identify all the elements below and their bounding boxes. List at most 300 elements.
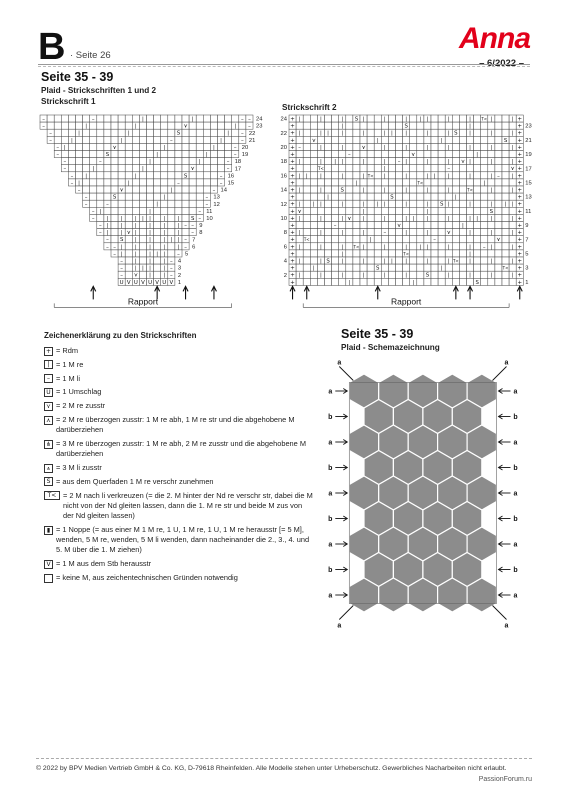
chart-cell	[68, 129, 75, 136]
chart-cell	[474, 165, 481, 172]
chart-symbol: |	[99, 208, 102, 215]
chart-symbol: |	[134, 173, 137, 180]
chart-cell	[346, 236, 353, 243]
chart-symbol: |	[163, 258, 166, 265]
chart-cell	[431, 193, 438, 200]
chart-cell	[339, 151, 346, 158]
chart-cell	[353, 172, 360, 179]
chart-cell	[388, 200, 395, 207]
chart-cell	[317, 264, 324, 271]
chart-cell	[353, 278, 360, 285]
chart-cell	[353, 136, 360, 143]
chart-cell	[481, 129, 488, 136]
chart-cell	[182, 115, 189, 122]
edge-label: b	[513, 465, 518, 472]
chart-symbol: |	[320, 244, 322, 251]
chart-cell	[495, 264, 502, 271]
chart-cell	[346, 122, 353, 129]
row-number: 21	[525, 137, 532, 144]
chart-symbol: –	[106, 201, 109, 208]
chart-cell	[381, 222, 388, 229]
chart-cell	[502, 122, 509, 129]
chart-cell	[445, 193, 452, 200]
chart-symbol: T<	[318, 166, 324, 172]
chart-symbol: |	[170, 187, 173, 194]
chart-cell	[438, 257, 445, 264]
chart-cell	[438, 236, 445, 243]
chart-cell	[410, 243, 417, 250]
chart-cell	[410, 115, 417, 122]
symbol-legend	[44, 330, 314, 587]
chart-symbol: |	[341, 251, 344, 258]
chart-cell	[388, 151, 395, 158]
chart-symbol: –	[63, 166, 67, 173]
chart-symbol: |	[341, 272, 344, 279]
chart-cell	[182, 214, 189, 221]
chart-symbol: |	[163, 244, 166, 251]
chart-symbol: +	[517, 258, 523, 265]
chart-cell	[346, 200, 353, 207]
chart-symbol: |	[383, 272, 386, 279]
chart-cell	[332, 165, 339, 172]
chart-cell	[303, 122, 310, 129]
chart-cell	[346, 136, 353, 143]
chart-cell	[168, 129, 175, 136]
chart-cell	[410, 186, 417, 193]
chart-cell	[111, 229, 118, 236]
legend-symbol-icon: V	[44, 560, 53, 569]
chart-cell	[424, 278, 431, 285]
chart-symbol: |	[205, 152, 208, 158]
chart-symbol: |	[341, 201, 344, 208]
chart-cell	[388, 115, 395, 122]
chart-cell	[68, 151, 75, 158]
chart-symbol: |	[469, 272, 471, 279]
chart-symbol: |	[383, 159, 386, 166]
chart-cell	[218, 165, 225, 172]
chart-symbol: –	[42, 123, 45, 130]
chart-symbol: |	[426, 116, 429, 123]
chart-cell	[125, 222, 132, 229]
chart-cell	[452, 158, 459, 165]
chart-cell	[68, 115, 75, 122]
chart-cell	[509, 193, 516, 200]
chart-cell	[139, 136, 146, 143]
chart-symbol: V	[126, 279, 131, 286]
chart-cell	[367, 179, 374, 186]
chart-cell	[396, 250, 403, 257]
chart-symbol: |	[405, 201, 408, 208]
chart-cell	[125, 250, 132, 257]
chart-cell	[303, 179, 310, 186]
chart-symbol: |	[440, 137, 443, 144]
chart-symbol: |	[405, 244, 408, 251]
chart-cell	[125, 115, 132, 122]
chart-cell	[474, 129, 481, 136]
chart-cell	[396, 165, 403, 172]
chart-symbol: |	[405, 272, 408, 279]
chart-cell	[54, 129, 61, 136]
chart-cell	[168, 143, 175, 150]
row-number: 4	[177, 258, 182, 265]
chart-cell	[339, 236, 346, 243]
row-number: 12	[213, 201, 220, 208]
chart-cell	[452, 143, 459, 150]
chart-cell	[396, 143, 403, 150]
chart-cell	[403, 222, 410, 229]
chart-cell	[161, 136, 168, 143]
chart-symbol: +	[290, 173, 295, 180]
chart-symbol: –	[191, 223, 195, 229]
chart-symbol: |	[341, 159, 344, 166]
chart-cell	[431, 158, 438, 165]
chart-symbol: |	[198, 159, 201, 166]
chart-symbol: –	[120, 258, 124, 265]
chart-cell	[488, 236, 495, 243]
chart-cell	[388, 250, 395, 257]
chart-symbol: T<	[452, 258, 459, 264]
chart-cell	[410, 200, 417, 207]
chart-cell	[445, 179, 452, 186]
chart-cell	[54, 122, 61, 129]
chart-cell	[488, 250, 495, 257]
chart-symbol: |	[476, 215, 479, 222]
chart-cell	[396, 129, 403, 136]
chart-symbol: |	[426, 244, 429, 251]
legend-text: = 1 Noppe (= aus einer M 1 M re, 1 U, 1 M re, 1 U, 1 M re herausstr [= 5 M], wenden, 5 M re, wenden, 5 M li wenden, dann nacheinander die 2., 3., 4. und 5. M über die 1. M ziehen)	[56, 525, 310, 555]
chart-cell	[438, 158, 445, 165]
chart-cell	[431, 214, 438, 221]
chart-symbol: |	[134, 123, 137, 130]
chart-cell	[431, 186, 438, 193]
chart-symbol: –	[240, 137, 244, 144]
chart-symbol: |	[447, 258, 450, 265]
chart-cell	[502, 179, 509, 186]
chart-cell	[83, 186, 90, 193]
chart-symbol: |	[405, 215, 408, 222]
chart-cell	[353, 193, 360, 200]
left-section-subtitle: Plaid - Strickschriften 1 und 2	[41, 86, 157, 95]
chart-cell	[139, 271, 146, 278]
chart-symbol: |	[440, 265, 443, 272]
chart-cell	[132, 151, 139, 158]
chart-symbol: |	[469, 258, 471, 265]
chart-symbol: |	[177, 237, 180, 244]
chart-cell	[410, 122, 417, 129]
chart-symbol: +	[290, 180, 295, 187]
chart-cell	[182, 200, 189, 207]
chart-cell	[459, 200, 466, 207]
chart-cell	[431, 151, 438, 158]
legend-item	[44, 525, 314, 556]
chart-symbol: S	[475, 279, 479, 286]
chart-cell	[417, 158, 424, 165]
chart-symbol: |	[163, 237, 166, 244]
chart-cell	[346, 229, 353, 236]
chart-cell	[296, 136, 303, 143]
chart-cell	[431, 207, 438, 214]
chart-cell	[196, 165, 203, 172]
chart-symbol: ⋎	[112, 144, 117, 151]
chart-cell	[168, 115, 175, 122]
chart-cell	[325, 214, 332, 221]
chart-cell	[104, 207, 111, 214]
chart-cell	[403, 151, 410, 158]
chart-cell	[303, 193, 310, 200]
chart-cell	[196, 122, 203, 129]
legend-item	[44, 374, 314, 384]
chart-cell	[210, 151, 217, 158]
chart-cell	[147, 143, 154, 150]
chart-cell	[445, 207, 452, 214]
chart-symbol: |	[234, 123, 237, 130]
chart-symbol: S	[503, 137, 508, 144]
row-number: 19	[525, 152, 532, 159]
chart-symbol: –	[447, 166, 451, 173]
chart-cell	[154, 264, 161, 271]
chart-symbol: |	[312, 265, 315, 272]
chart-cell	[410, 250, 417, 257]
chart-symbol: |	[149, 265, 151, 272]
chart-cell	[303, 207, 310, 214]
chart-symbol: |	[362, 230, 365, 237]
chart-symbol: |	[149, 244, 151, 251]
edge-label: a	[337, 622, 342, 630]
edge-label: a	[328, 490, 333, 498]
legend-symbol-icon: ▮	[44, 526, 53, 535]
chart-cell	[502, 278, 509, 285]
chart-cell	[90, 186, 97, 193]
chart-cell	[452, 236, 459, 243]
chart-cell	[218, 129, 225, 136]
row-number: 21	[248, 137, 256, 144]
chart-cell	[452, 151, 459, 158]
chart-symbol: |	[447, 116, 450, 123]
chart-cell	[396, 271, 403, 278]
chart-cell	[154, 243, 161, 250]
chart-cell	[346, 193, 353, 200]
chart-cell	[431, 200, 438, 207]
chart-symbol: |	[362, 187, 365, 194]
chart-cell	[452, 179, 459, 186]
chart-cell	[367, 222, 374, 229]
row-number: 20	[241, 145, 249, 151]
chart-symbol: |	[405, 230, 408, 237]
chart-cell	[360, 179, 367, 186]
chart-cell	[488, 264, 495, 271]
chart-cell	[118, 151, 125, 158]
chart-symbol: –	[70, 173, 74, 180]
chart-cell	[431, 179, 438, 186]
chart-cell	[367, 207, 374, 214]
chart-cell	[325, 222, 332, 229]
chart-cell	[125, 136, 132, 143]
chart-cell	[296, 193, 303, 200]
chart-symbol: |	[362, 116, 365, 123]
chart-symbol: |	[405, 173, 408, 180]
chart-cell	[168, 200, 175, 207]
chart-cell	[97, 200, 104, 207]
chart-cell	[431, 250, 438, 257]
chart-cell	[90, 122, 97, 129]
chart-cell	[189, 151, 196, 158]
chart-cell	[111, 122, 118, 129]
chart-cell	[360, 193, 367, 200]
chart-symbol: |	[149, 258, 151, 265]
chart-symbol: –	[98, 159, 102, 166]
chart-cell	[310, 257, 317, 264]
chart-symbol: –	[298, 144, 302, 151]
chart-symbol: |	[149, 223, 151, 229]
chart-cell	[374, 250, 381, 257]
chart-symbol: |	[405, 159, 408, 166]
row-number: 6	[192, 244, 196, 251]
chart-symbol: +	[290, 159, 295, 166]
chart-cell	[161, 158, 168, 165]
chart-cell	[459, 179, 466, 186]
chart-symbol: –	[184, 223, 187, 229]
chart-symbol: –	[198, 208, 202, 215]
chart-cell	[303, 115, 310, 122]
chart-cell	[104, 158, 111, 165]
chart-cell	[310, 122, 317, 129]
chart-cell	[83, 179, 90, 186]
chart-symbol: |	[511, 187, 514, 194]
chart-cell	[424, 151, 431, 158]
row-number: 3	[525, 265, 529, 272]
chart-symbol: +	[290, 244, 295, 251]
chart-cell	[225, 143, 232, 150]
chart-cell	[139, 186, 146, 193]
chart-cell	[139, 172, 146, 179]
chart-cell	[168, 229, 175, 236]
chart-symbol: |	[362, 258, 365, 265]
chart-symbol: |	[341, 173, 344, 180]
corner-arrow-icon	[493, 606, 507, 620]
chart-cell	[339, 207, 346, 214]
chart-symbol: |	[476, 152, 479, 158]
chart-symbol: –	[205, 201, 209, 208]
chart-symbol: |	[490, 173, 493, 180]
chart-symbol: ⋎	[347, 215, 352, 222]
chart-symbol: |	[426, 230, 429, 237]
edge-label: b	[513, 516, 518, 523]
chart-cell	[381, 250, 388, 257]
chart-cell	[481, 278, 488, 285]
chart-cell	[367, 122, 374, 129]
chart-cell	[495, 129, 502, 136]
chart-symbol: +	[290, 201, 295, 208]
chart-cell	[502, 250, 509, 257]
row-number: 14	[220, 187, 227, 194]
chart-cell	[431, 264, 438, 271]
chart-cell	[396, 151, 403, 158]
chart-cell	[360, 278, 367, 285]
chart-symbol: |	[490, 230, 493, 237]
chart-symbol: |	[433, 173, 436, 180]
chart-cell	[509, 122, 516, 129]
chart-cell	[132, 200, 139, 207]
chart-cell	[509, 151, 516, 158]
row-number: 14	[280, 187, 287, 194]
chart-symbol: –	[91, 116, 95, 123]
chart-symbol: |	[447, 173, 450, 180]
chart-cell	[210, 179, 217, 186]
chart-cell	[367, 214, 374, 221]
chart-cell	[431, 122, 438, 129]
legend-text: = aus dem Querfaden 1 M re verschr zunehmen	[56, 476, 214, 486]
chart-symbol: |	[511, 159, 514, 166]
legend-text: = keine M, aus zeichentechnischen Gründen notwendig	[56, 573, 238, 583]
chart-cell	[381, 193, 388, 200]
legend-item	[44, 491, 314, 522]
chart-cell	[310, 243, 317, 250]
chart-cell	[76, 172, 83, 179]
chart-cell	[459, 257, 466, 264]
chart-cell	[488, 136, 495, 143]
chart-cell	[161, 151, 168, 158]
chart-cell	[438, 243, 445, 250]
row-number: 9	[525, 223, 529, 230]
chart-symbol: |	[426, 159, 429, 166]
chart-symbol: |	[341, 244, 344, 251]
chart-cell	[410, 271, 417, 278]
chart-cell	[438, 193, 445, 200]
chart-symbol: |	[320, 187, 322, 194]
chart-symbol: +	[517, 223, 523, 229]
chart-cell	[353, 151, 360, 158]
row-number: 15	[525, 180, 532, 187]
chart-cell	[374, 151, 381, 158]
chart-symbol: |	[191, 116, 194, 123]
chart-cell	[218, 158, 225, 165]
chart-cell	[168, 214, 175, 221]
chart-symbol: S	[454, 130, 458, 137]
chart-cell	[346, 129, 353, 136]
chart-cell	[139, 143, 146, 150]
chart-symbol: –	[184, 237, 187, 244]
chart-symbol: |	[106, 230, 109, 237]
chart-symbol: |	[92, 166, 95, 173]
chart-cell	[445, 278, 452, 285]
chart-cell	[182, 229, 189, 236]
chart-cell	[481, 214, 488, 221]
chart-cell	[210, 122, 217, 129]
chart-cell	[403, 136, 410, 143]
chart-cell	[495, 165, 502, 172]
row-number: 22	[248, 130, 256, 137]
chart-cell	[332, 264, 339, 271]
chart-cell	[410, 257, 417, 264]
chart-cell	[175, 136, 182, 143]
chart-symbol: |	[341, 258, 344, 265]
chart-cell	[325, 236, 332, 243]
chart-cell	[388, 222, 395, 229]
chart-symbol: |	[469, 123, 471, 130]
chart-cell	[474, 207, 481, 214]
chart-cell	[76, 143, 83, 150]
edge-label: a	[513, 388, 518, 396]
chart-cell	[467, 207, 474, 214]
chart-cell	[502, 229, 509, 236]
chart-cell	[488, 165, 495, 172]
chart-cell	[445, 222, 452, 229]
chart-symbol: +	[517, 215, 523, 222]
chart-symbol: |	[426, 173, 429, 180]
chart-symbol: |	[391, 258, 393, 265]
chart-symbol: |	[362, 215, 365, 222]
chart-symbol: |	[341, 130, 344, 137]
